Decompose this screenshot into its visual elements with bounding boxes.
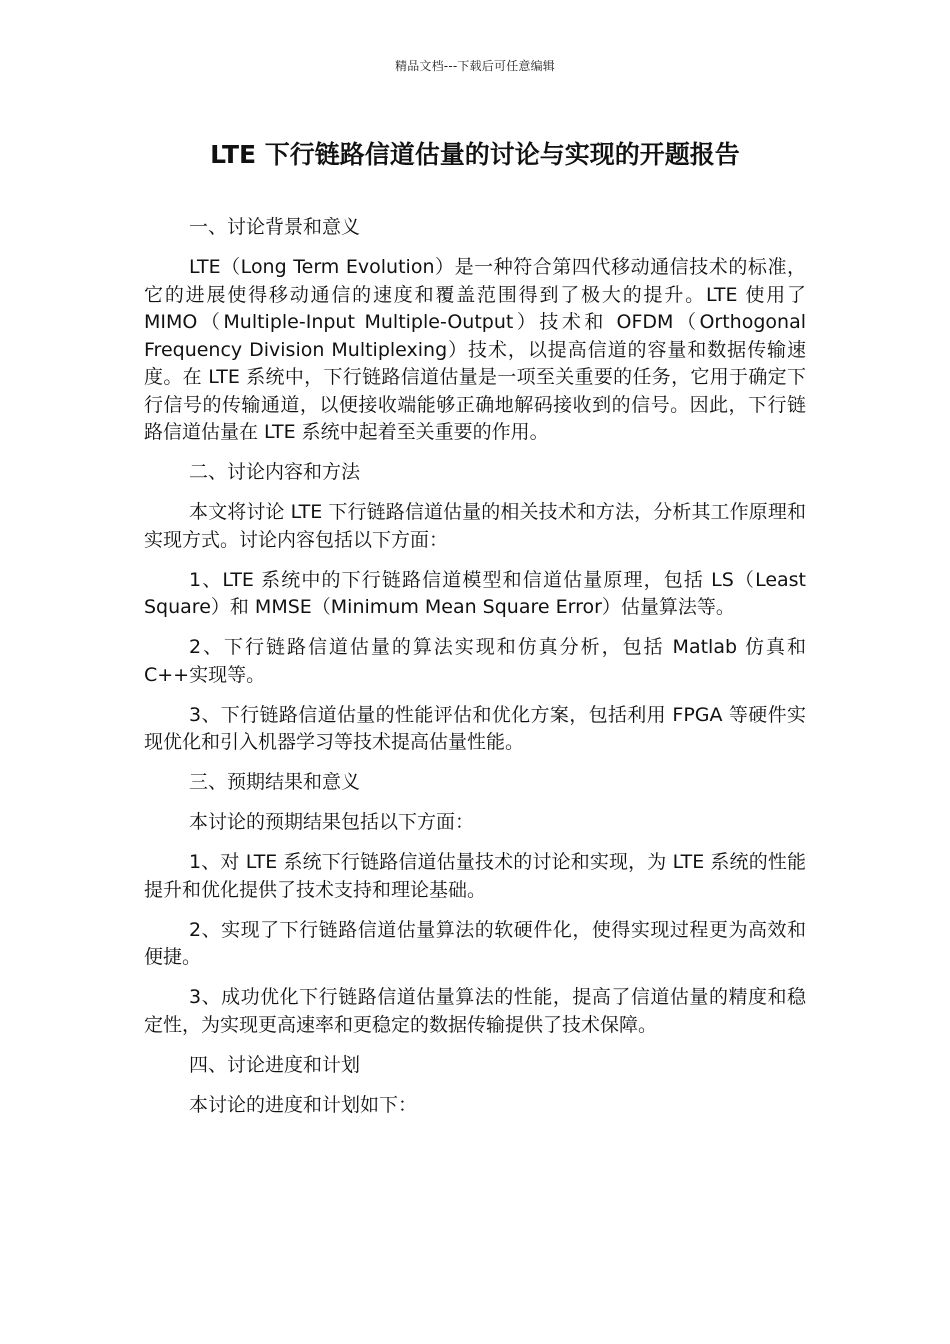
paragraph-results-intro: 本讨论的预期结果包括以下方面： bbox=[189, 811, 475, 833]
section-heading-expected-results: 三、预期结果和意义 bbox=[189, 771, 361, 793]
list-item-result-1: 1、对 LTE 系统下行链路信道估量技术的讨论和实现，为 LTE 系统的性能提升和优化提供了技术支持和理论基础。 bbox=[144, 851, 806, 901]
header-note: 精品文档---下载后可任意编辑 bbox=[395, 59, 555, 73]
document-body bbox=[144, 214, 806, 1132]
paragraph-progress-intro: 本讨论的进度和计划如下： bbox=[189, 1093, 418, 1116]
list-item-content-2: 2、下行链路信道估量的算法实现和仿真分析，包括 Matlab 仿真和 C++实现等。 bbox=[144, 636, 806, 686]
list-item-content-3: 3、下行链路信道估量的性能评估和优化方案，包括利用 FPGA 等硬件实现优化和引入机器学习等技术提高估量性能。 bbox=[144, 703, 806, 753]
paragraph-content-intro: 本文将讨论 LTE 下行链路信道估量的相关技术和方法，分析其工作原理和实现方式。讨论内容包括以下方面： bbox=[144, 501, 806, 551]
list-item-result-2: 2、实现了下行链路信道估量算法的软硬件化，使得实现过程更为高效和便捷。 bbox=[144, 918, 806, 968]
paragraph-background: LTE（Long Term Evolution）是一种符合第四代移动通信技术的标准，它的进展使得移动通信的速度和覆盖范围得到了极大的提升。LTE 使用了 MIMO（Multiple-Input Multiple-Output）技术和 OFDM（Orthogonal Frequency Division Multiplexing）技术，以提高信道的容量和数据传输速度。在 LTE 系统中，下行链路信道估量是一项至关重要的任务，它用于确定下行信号的传输通道，以便接收端能够正确地解码接收到的信号。因此，下行链路信道估量在 LTE 系统中起着至关重要的作用。 bbox=[144, 256, 806, 443]
list-item-content-1: 1、LTE 系统中的下行链路信道模型和信道估量原理，包括 LS（Least Square）和 MMSE（Minimum Mean Square Error）估量算法等。 bbox=[144, 568, 806, 618]
section-heading-background: 一、讨论背景和意义 bbox=[189, 216, 361, 238]
section-heading-content-methods: 二、讨论内容和方法 bbox=[189, 461, 361, 483]
page-title: LTE 下行链路信道估量的讨论与实现的开题报告 bbox=[210, 140, 740, 169]
list-item-result-3: 3、成功优化下行链路信道估量算法的性能，提高了信道估量的精度和稳定性，为实现更高速率和更稳定的数据传输提供了技术保障。 bbox=[144, 986, 806, 1036]
section-heading-progress-plan: 四、讨论进度和计划 bbox=[189, 1053, 361, 1076]
